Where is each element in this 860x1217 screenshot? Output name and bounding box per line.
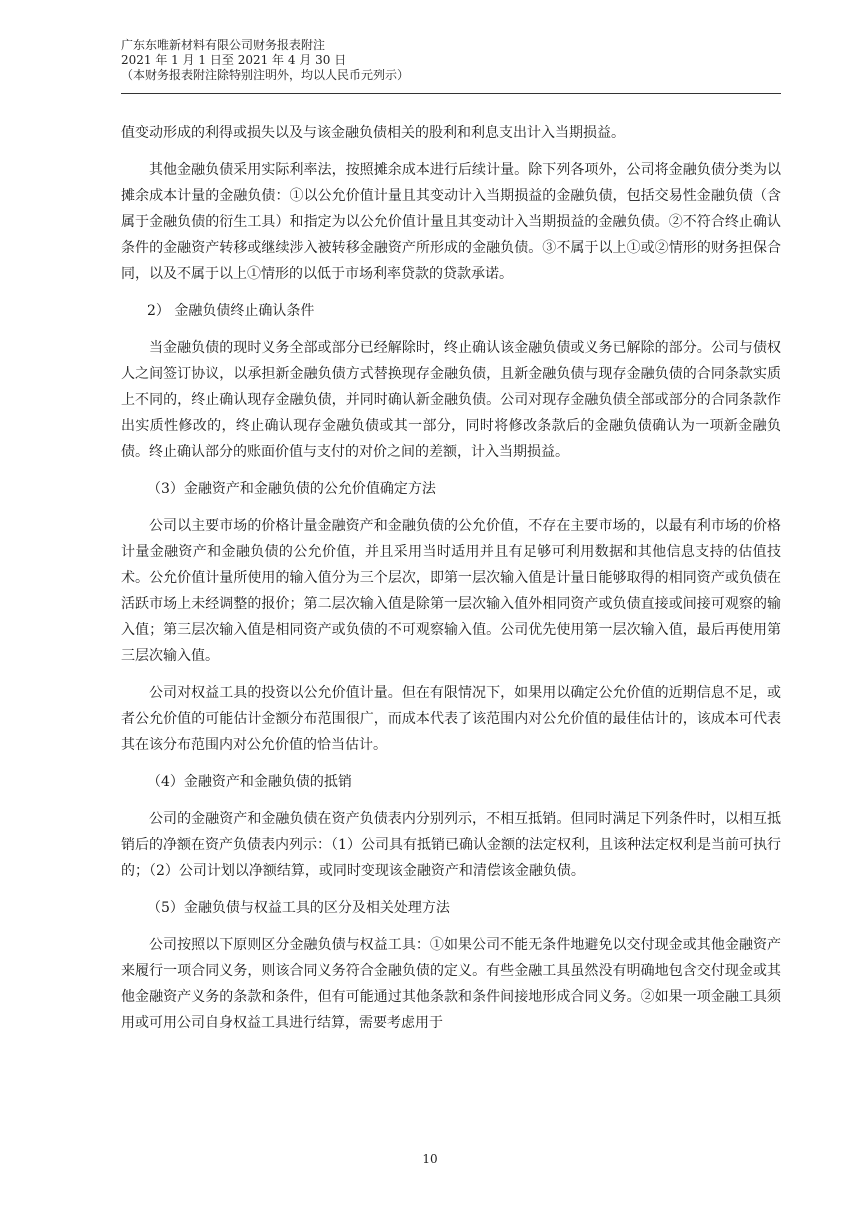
header-divider	[121, 93, 781, 94]
header-period: 2021 年 1 月 1 日至 2021 年 4 月 30 日	[121, 53, 347, 67]
page-body	[121, 120, 781, 1047]
heading-liability-equity-distinction: （5）金融负债与权益工具的区分及相关处理方法	[147, 900, 450, 916]
paragraph-liability-equity-distinction: 公司按照以下原则区分金融负债与权益工具：①如果公司不能无条件地避免以交付现金或其他金融资产来履行一项合同义务，则该合同义务符合金融负债的定义。有些金融工具虽然没有明确地包含交付现金或其他金融资产义务的条款和条件，但有可能通过其他条款和条件间接地形成合同义务。②如果一项金融工具须用或可用公司自身权益工具进行结算，需要考虑用于	[121, 937, 781, 1031]
paragraph-equity-investment: 公司对权益工具的投资以公允价值计量。但在有限情况下，如果用以确定公允价值的近期信息不足，或者公允价值的可能估计金额分布范围很广，而成本代表了该范围内对公允价值的最佳估计的，该成本可代表其在该分布范围内对公允价值的恰当估计。	[121, 685, 781, 753]
heading-offsetting: （4）金融资产和金融负债的抵销	[147, 774, 352, 790]
page-header	[121, 38, 781, 83]
paragraph-continuation: 值变动形成的利得或损失以及与该金融负债相关的股利和利息支出计入当期损益。	[121, 125, 625, 141]
paragraph-derecognition: 当金融负债的现时义务全部或部分已经解除时，终止确认该金融负债或义务已解除的部分。公司与债权人之间签订协议，以承担新金融负债方式替换现存金融负债，且新金融负债与现存金融负债的合同条款实质上不同的，终止确认现存金融负债，并同时确认新金融负债。公司对现存金融负债全部或部分的合同条款作出实质性修改的，终止确认现存金融负债或其一部分，同时将修改条款后的金融负债确认为一项新金融负债。终止确认部分的账面价值与支付的对价之间的差额，计入当期损益。	[121, 340, 781, 460]
page-number: 10	[422, 1152, 438, 1166]
heading-fair-value-method: （3）金融资产和金融负债的公允价值确定方法	[147, 481, 436, 497]
header-currency-note: （本财务报表附注除特别注明外，均以人民币元列示）	[121, 68, 410, 82]
paragraph-other-financial-liabilities: 其他金融负债采用实际利率法，按照摊余成本进行后续计量。除下列各项外，公司将金融负债分类为以摊余成本计量的金融负债：①以公允价值计量且其变动计入当期损益的金融负债，包括交易性金融负债（含属于金融负债的衍生工具）和指定为以公允价值计量且其变动计入当期损益的金融负债。②不符合终止确认条件的金融资产转移或继续涉入被转移金融资产所形成的金融负债。③不属于以上①或②情形的财务担保合同，以及不属于以上①情形的以低于市场利率贷款的贷款承诺。	[121, 162, 781, 282]
paragraph-offsetting: 公司的金融资产和金融负债在资产负债表内分别列示，不相互抵销。但同时满足下列条件时，以相互抵销后的净额在资产负债表内列示：（1）公司具有抵销已确认金额的法定权利，且该种法定权利是当前可执行的；（2）公司计划以净额结算，或同时变现该金融资产和清偿该金融负债。	[121, 811, 781, 879]
heading-derecognition: 2） 金融负债终止确认条件	[147, 303, 315, 319]
paragraph-fair-value-levels: 公司以主要市场的价格计量金融资产和金融负债的公允价值，不存在主要市场的，以最有利市场的价格计量金融资产和金融负债的公允价值，并且采用当时适用并且有足够可利用数据和其他信息支持的估值技术。公允价值计量所使用的输入值分为三个层次，即第一层次输入值是计量日能够取得的相同资产或负债在活跃市场上未经调整的报价；第二层次输入值是除第一层次输入值外相同资产或负债直接或间接可观察的输入值；第三层次输入值是相同资产或负债的不可观察输入值。公司优先使用第一层次输入值，最后再使用第三层次输入值。	[121, 518, 781, 664]
header-company-title: 广东东唯新材料有限公司财务报表附注	[121, 38, 326, 52]
